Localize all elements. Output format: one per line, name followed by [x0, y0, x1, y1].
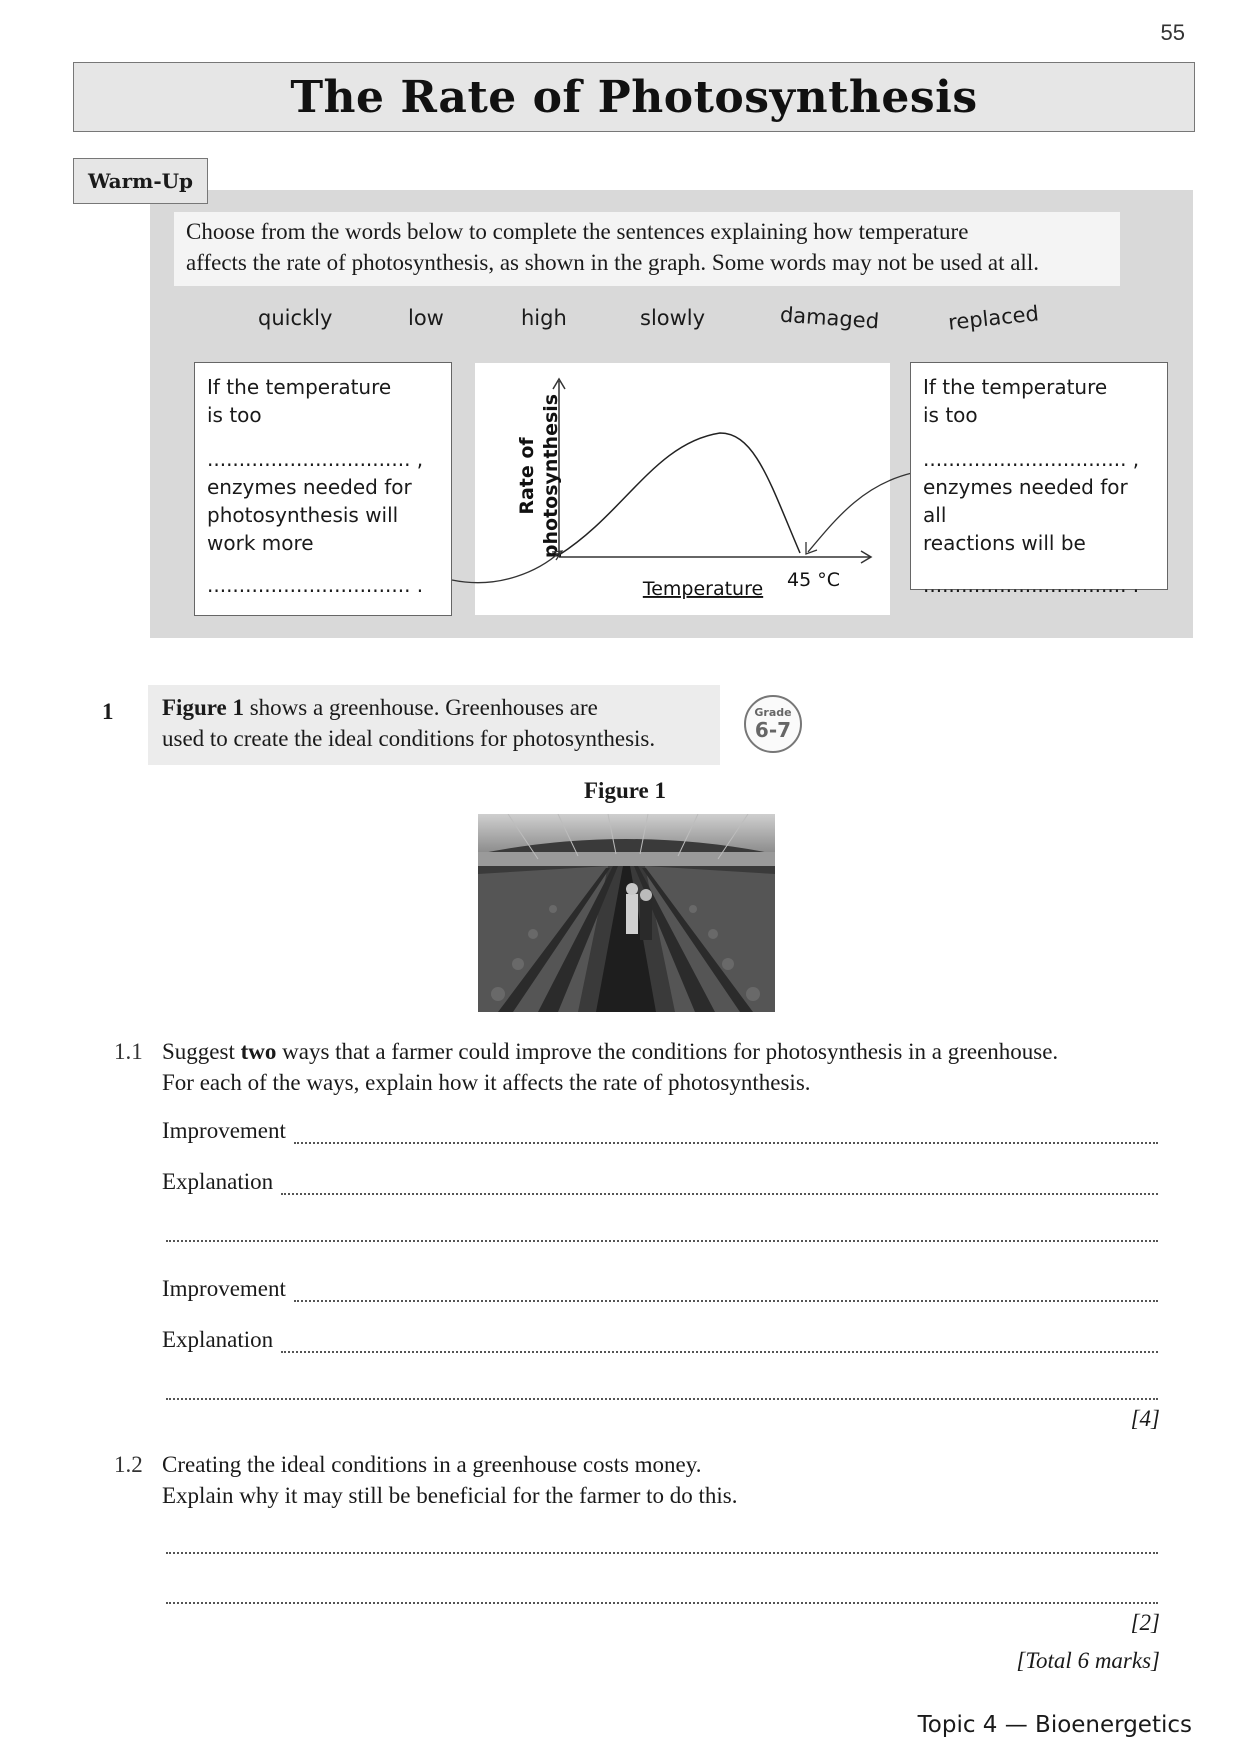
marks-1-2: [2] — [1130, 1610, 1160, 1635]
word-option: high — [521, 306, 567, 330]
answer-line[interactable] — [166, 1396, 1158, 1400]
left-arrowhead — [552, 551, 562, 560]
word-option: damaged — [779, 302, 880, 334]
improvement-answer-1[interactable] — [162, 1118, 1158, 1144]
answer-line[interactable] — [166, 1550, 1158, 1554]
emphasis-two: two — [240, 1039, 277, 1064]
answer-line[interactable] — [166, 1238, 1158, 1242]
grade-label: Grade — [754, 706, 792, 719]
marks-1-1: [4] — [1130, 1406, 1160, 1431]
instructions-line-2: affects the rate of photosynthesis, as shown in the graph. Some words may not be used at all. — [186, 250, 1039, 275]
greenhouse-photo — [478, 814, 775, 1012]
right-connector-arrow — [808, 473, 912, 552]
word-option: slowly — [640, 306, 706, 330]
explanation-label: Explanation — [162, 1169, 274, 1194]
right-box-blank[interactable]: ................................ , — [923, 447, 1140, 471]
question-number: 1 — [102, 699, 114, 724]
question-1-intro — [148, 685, 720, 765]
greenhouse-image — [478, 814, 775, 1012]
grade-value: 6-7 — [754, 718, 792, 742]
word-option: replaced — [946, 301, 1040, 335]
explanation-answer-1[interactable] — [162, 1169, 1158, 1195]
intro-text-line-2: used to create the ideal conditions for photosynthesis. — [162, 726, 656, 751]
instructions-line-1: Choose from the words below to complete the sentences explaining how temperature — [186, 219, 969, 244]
explanation-answer-2[interactable] — [162, 1327, 1158, 1353]
page-number: 55 — [1160, 20, 1185, 45]
right-box-line: is too — [923, 403, 978, 427]
x-axis-label: Temperature — [642, 578, 764, 600]
question-1-2-line-2: Explain why it may still be beneficial for the farmer to do this. — [162, 1483, 738, 1508]
figure-reference: Figure 1 — [162, 695, 244, 720]
left-box-line: photosynthesis will — [207, 503, 399, 527]
left-box-blank[interactable]: ................................ . — [207, 573, 424, 597]
improvement-label: Improvement — [162, 1276, 286, 1301]
word-option: low — [408, 306, 444, 330]
right-box-line: enzymes needed for all — [923, 475, 1128, 527]
page-title: The Rate of Photosynthesis — [290, 71, 978, 123]
explanation-label: Explanation — [162, 1327, 274, 1352]
grade-badge — [744, 695, 802, 753]
question-1-2-number: 1.2 — [114, 1452, 143, 1477]
figure-caption: Figure 1 — [584, 778, 666, 803]
left-box-line: If the temperature — [207, 375, 392, 399]
warmup-tab: Warm-Up — [73, 158, 208, 204]
left-connector-arrow — [452, 552, 560, 583]
intro-text: shows a greenhouse. Greenhouses are — [243, 695, 598, 720]
y-axis-label-line-2: photosynthesis — [540, 393, 562, 559]
right-box-line: reactions will be — [923, 531, 1086, 555]
question-1-1-line-2: For each of the ways, explain how it affects the rate of photosynthesis. — [162, 1070, 811, 1095]
improvement-label: Improvement — [162, 1118, 286, 1143]
question-1-1-text: Suggest two ways that a farmer could improve the conditions for photosynthesis in a greenhouse. For each of the ways, explain how it affects the rate of photosynthesis. — [162, 1036, 1162, 1098]
left-box-blank[interactable]: ................................ , — [207, 447, 424, 471]
y-axis-label-line-1: Rate of — [516, 437, 538, 515]
question-1-2-text — [162, 1449, 1162, 1511]
left-box-line: is too — [207, 403, 262, 427]
question-1-2-line-1: Creating the ideal conditions in a greenhouse costs money. — [162, 1452, 702, 1477]
total-marks: [Total 6 marks] — [1016, 1648, 1160, 1673]
question-1-1-number: 1.1 — [114, 1039, 143, 1064]
temperature-marker-label: 45 °C — [787, 569, 840, 591]
topic-footer: Topic 4 — Bioenergetics — [917, 1712, 1192, 1738]
word-option: quickly — [258, 306, 333, 330]
right-sentence-box — [910, 362, 1168, 597]
answer-line[interactable] — [166, 1600, 1158, 1604]
improvement-answer-2[interactable] — [162, 1276, 1158, 1302]
right-box-blank[interactable]: ................................ . — [923, 573, 1140, 597]
left-box-line: work more — [207, 531, 314, 555]
left-box-line: enzymes needed for — [207, 475, 412, 499]
right-box-line: If the temperature — [923, 375, 1108, 399]
